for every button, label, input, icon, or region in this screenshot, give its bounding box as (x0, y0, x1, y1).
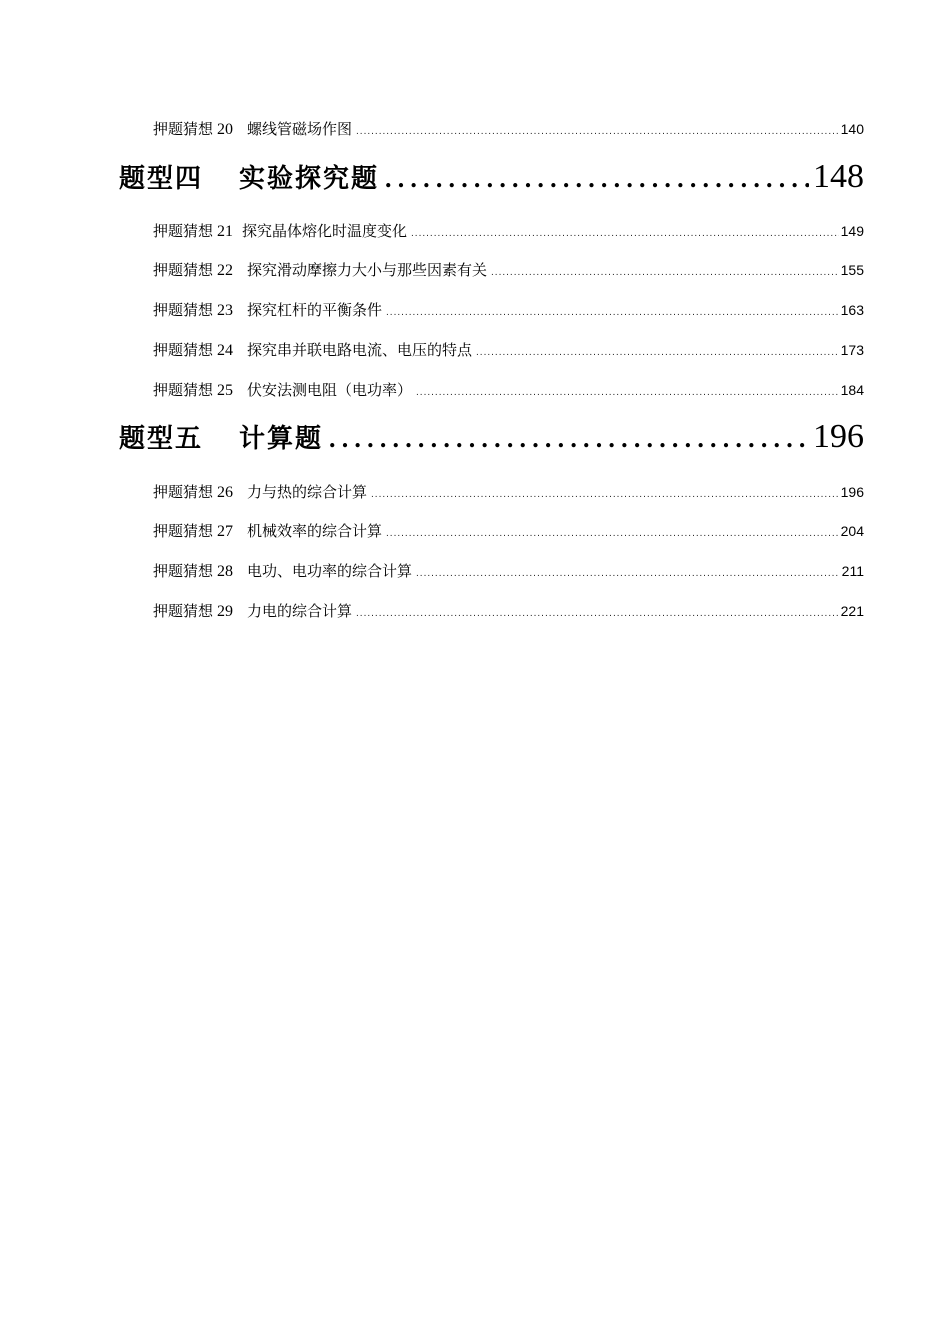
entry-number: 29 (217, 603, 234, 620)
dot-leader (386, 302, 839, 324)
entry-number: 20 (217, 121, 234, 138)
entry-title: 螺线管磁场作图 (247, 120, 353, 138)
entry-number: 21 (217, 223, 234, 240)
entry-title: 电功、电功率的综合计算 (247, 562, 413, 580)
entry-page-number: 204 (840, 523, 864, 539)
entry-label: 押题猜想 (153, 222, 214, 240)
section-page-number: 148 (813, 158, 864, 195)
section-label: 题型四 (119, 164, 204, 194)
entry-page-number: 149 (840, 223, 864, 239)
dot-leader (356, 603, 839, 625)
entry-label: 押题猜想 (153, 483, 214, 501)
entry-label: 押题猜想 (153, 602, 214, 620)
entry-title: 力电的综合计算 (247, 602, 353, 620)
entry-page-number: 173 (840, 342, 864, 358)
entry-label: 押题猜想 (153, 381, 214, 399)
entry-page-number: 140 (840, 121, 864, 137)
toc-entry-23[interactable] (153, 299, 864, 321)
dot-leader (476, 342, 839, 364)
toc-entry-28[interactable] (153, 560, 864, 582)
toc-entry-27[interactable] (153, 520, 864, 542)
entry-number: 27 (217, 523, 234, 540)
entry-number: 22 (217, 262, 234, 279)
entry-title: 探究晶体熔化时温度变化 (242, 222, 408, 240)
entry-title: 机械效率的综合计算 (247, 522, 383, 540)
section-page-number: 196 (813, 418, 864, 455)
entry-page-number: 221 (840, 603, 864, 619)
entry-page-number: 196 (840, 484, 864, 500)
entry-page-number: 163 (840, 302, 864, 318)
dot-leader (411, 223, 839, 245)
section-label: 题型五 (119, 424, 204, 454)
toc-section-4[interactable] (119, 158, 864, 202)
toc-entry-20[interactable] (153, 118, 864, 140)
dot-leader (356, 121, 839, 143)
dot-leader (385, 164, 809, 194)
entry-title: 伏安法测电阻（电功率） (247, 381, 413, 399)
toc-entry-21[interactable] (153, 220, 864, 242)
entry-label: 押题猜想 (153, 562, 214, 580)
entry-number: 24 (217, 342, 234, 359)
toc-entry-26[interactable] (153, 481, 864, 503)
section-title: 计算题 (239, 424, 324, 454)
entry-label: 押题猜想 (153, 301, 214, 319)
entry-number: 26 (217, 484, 234, 501)
entry-page-number: 184 (840, 382, 864, 398)
entry-page-number: 211 (841, 563, 864, 579)
entry-number: 28 (217, 563, 234, 580)
entry-label: 押题猜想 (153, 522, 214, 540)
entry-label: 押题猜想 (153, 120, 214, 138)
entry-number: 25 (217, 382, 234, 399)
toc-entry-24[interactable] (153, 339, 864, 361)
section-title: 实验探究题 (239, 164, 380, 194)
entry-label: 押题猜想 (153, 341, 214, 359)
entry-title: 探究串并联电路电流、电压的特点 (247, 341, 473, 359)
entry-title: 探究滑动摩擦力大小与那些因素有关 (247, 261, 488, 279)
dot-leader (386, 523, 839, 545)
toc-section-5[interactable] (119, 418, 864, 462)
entry-page-number: 155 (840, 262, 864, 278)
dot-leader (491, 262, 839, 284)
toc-entry-25[interactable] (153, 379, 864, 401)
dot-leader (329, 424, 809, 454)
dot-leader (416, 563, 840, 585)
entry-label: 押题猜想 (153, 261, 214, 279)
toc-entry-29[interactable] (153, 600, 864, 622)
dot-leader (416, 382, 839, 404)
dot-leader (371, 484, 839, 506)
entry-number: 23 (217, 302, 234, 319)
entry-title: 探究杠杆的平衡条件 (247, 301, 383, 319)
toc-entry-22[interactable] (153, 259, 864, 281)
entry-title: 力与热的综合计算 (247, 483, 368, 501)
